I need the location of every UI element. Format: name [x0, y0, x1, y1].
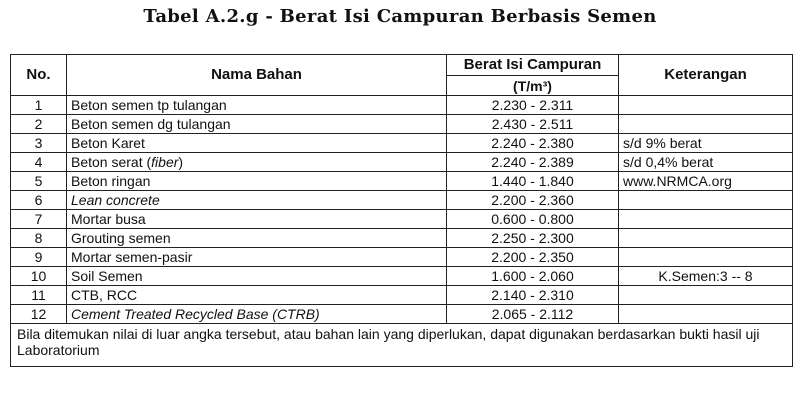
row-name: Beton ringan — [67, 172, 447, 191]
header-berat-isi: Berat Isi Campuran — [447, 55, 619, 76]
row-value: 0.600 - 0.800 — [447, 210, 619, 229]
row-value: 2.200 - 2.350 — [447, 248, 619, 267]
row-name: Beton semen tp tulangan — [67, 96, 447, 115]
row-name: Soil Semen — [67, 267, 447, 286]
table-row — [11, 267, 793, 286]
row-no: 2 — [11, 115, 67, 134]
row-keterangan — [619, 96, 793, 115]
table-row — [11, 172, 793, 191]
row-keterangan — [619, 210, 793, 229]
row-no: 5 — [11, 172, 67, 191]
row-keterangan — [619, 305, 793, 324]
table-row — [11, 229, 793, 248]
berat-isi-table — [10, 54, 793, 367]
row-name: Beton Karet — [67, 134, 447, 153]
table-row — [11, 115, 793, 134]
row-value: 1.440 - 1.840 — [447, 172, 619, 191]
row-name: Mortar semen-pasir — [67, 248, 447, 267]
row-value: 2.240 - 2.389 — [447, 153, 619, 172]
row-keterangan: K.Semen:3 -- 8 — [619, 267, 793, 286]
row-name-italic: fiber — [151, 154, 179, 170]
row-name: Lean concrete — [67, 191, 447, 210]
table-note: Bila ditemukan nilai di luar angka tersebut, atau bahan lain yang diperlukan, dapat digunakan berdasarkan bukti hasil uji Laboratorium — [11, 324, 793, 367]
row-keterangan: s/d 0,4% berat — [619, 153, 793, 172]
table-row — [11, 96, 793, 115]
table-row — [11, 210, 793, 229]
row-name: Grouting semen — [67, 229, 447, 248]
row-no: 7 — [11, 210, 67, 229]
row-name: Mortar busa — [67, 210, 447, 229]
row-no: 6 — [11, 191, 67, 210]
row-keterangan: www.NRMCA.org — [619, 172, 793, 191]
row-value: 2.240 - 2.380 — [447, 134, 619, 153]
row-value: 2.250 - 2.300 — [447, 229, 619, 248]
row-no: 12 — [11, 305, 67, 324]
row-name-post: ) — [178, 154, 184, 170]
row-value: 2.065 - 2.112 — [447, 305, 619, 324]
row-no: 8 — [11, 229, 67, 248]
row-name-pre: Beton serat ( — [71, 154, 152, 170]
row-keterangan — [619, 115, 793, 134]
table-row — [11, 134, 793, 153]
row-name: Cement Treated Recycled Base (CTRB) — [67, 305, 447, 324]
row-name: Beton semen dg tulangan — [67, 115, 447, 134]
table-row — [11, 286, 793, 305]
row-keterangan — [619, 191, 793, 210]
header-nama-bahan: Nama Bahan — [67, 55, 447, 96]
row-no: 4 — [11, 153, 67, 172]
row-value: 2.230 - 2.311 — [447, 96, 619, 115]
table-note-row — [11, 324, 793, 367]
row-keterangan — [619, 286, 793, 305]
table-row — [11, 153, 793, 172]
row-value: 2.430 - 2.511 — [447, 115, 619, 134]
row-keterangan — [619, 248, 793, 267]
row-name: CTB, RCC — [67, 286, 447, 305]
row-keterangan: s/d 9% berat — [619, 134, 793, 153]
row-value: 1.600 - 2.060 — [447, 267, 619, 286]
table-row — [11, 248, 793, 267]
table-row — [11, 191, 793, 210]
table-title: Tabel A.2.g - Berat Isi Campuran Berbasis Semen — [143, 6, 657, 27]
header-keterangan: Keterangan — [619, 55, 793, 96]
header-unit: (T/m³) — [447, 76, 619, 96]
header-no: No. — [11, 55, 67, 96]
row-value: 2.200 - 2.360 — [447, 191, 619, 210]
row-value: 2.140 - 2.310 — [447, 286, 619, 305]
row-name — [67, 153, 447, 172]
row-no: 3 — [11, 134, 67, 153]
row-no: 9 — [11, 248, 67, 267]
row-no: 1 — [11, 96, 67, 115]
row-no: 11 — [11, 286, 67, 305]
row-keterangan — [619, 229, 793, 248]
row-no: 10 — [11, 267, 67, 286]
table-row — [11, 305, 793, 324]
